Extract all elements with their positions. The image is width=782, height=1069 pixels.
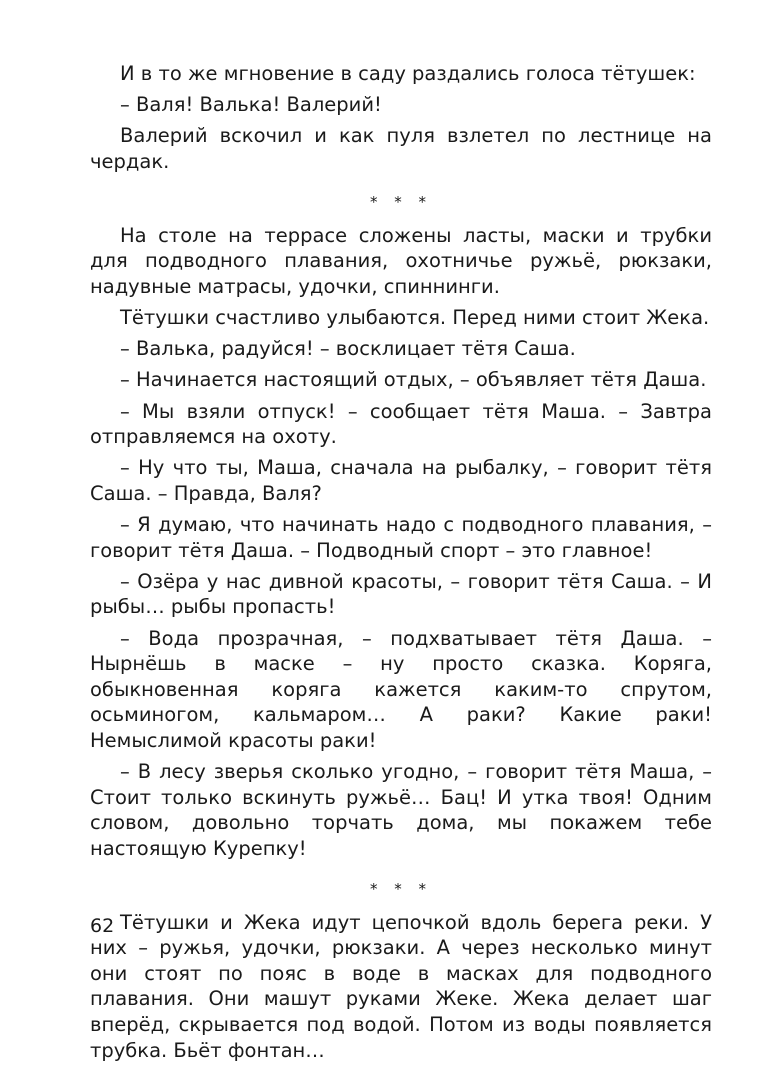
section-separator: * * * (369, 879, 433, 898)
paragraph: – Ну что ты, Маша, сначала на рыбалку, – говорит тётя Саша. – Правда, Валя? (90, 456, 712, 505)
paragraph: Тётушки счастливо улыбаются. Перед ними стоит Жека. (120, 305, 710, 329)
page-text (90, 61, 712, 1069)
page-number: 62 (90, 915, 115, 937)
paragraph: – Валя! Валька! Валерий! (120, 93, 382, 117)
paragraph: На столе на террасе сложены ласты, маски и трубки для подводного плавания, охотничье ружьё, рюкзаки, надувные матрасы, удочки, спиннинги. (90, 223, 712, 298)
paragraph: – В лесу зверья сколько угодно, – говорит тётя Маша, – Стоит только вскинуть ружьё… Бац! И утка твоя! Одним словом, довольно торчать дома, мы покажем тебе настоящую Курепку! (90, 760, 712, 860)
section-separator: * * * (369, 192, 433, 211)
paragraph: И в то же мгновение в саду раздались голоса тётушек: (120, 62, 696, 85)
paragraph: – Валька, радуйся! – восклицает тётя Саша. (120, 337, 576, 361)
paragraph: Тётушки и Жека идут цепочкой вдоль берега реки. У них – ружья, удочки, рюкзаки. А через несколько минут они стоят по пояс в воде в масках для подводного плавания. Они машут руками Жеке. Жека делает шаг вперёд, скрывается под водой. Потом из воды появляется трубка. Бьёт фонтан… (90, 910, 712, 1062)
paragraph: – Мы взяли отпуск! – сообщает тётя Маша. – Завтра отправляемся на охоту. (90, 399, 712, 449)
paragraph: Валерий вскочил и как пуля взлетел по лестнице на чердак. (90, 124, 712, 173)
paragraph: – Озёра у нас дивной красоты, – говорит тётя Саша. – И рыбы… рыбы пропасть! (90, 569, 712, 619)
paragraph: – Начинается настоящий отдых, – объявляет тётя Даша. (120, 368, 707, 392)
paragraph: – Я думаю, что начинать надо с подводного плавания, – говорит тётя Даша. – Подводный спорт – это главное! (90, 513, 712, 562)
paragraph: – Вода прозрачная, – подхватывает тётя Даша. – Нырнёшь в маске – ну просто сказка. Коряга, обыкновенная коряга кажется каким-то спрутом, осьминогом, кальмаром… А раки? Какие раки! Немыслимой красоты раки! (90, 626, 712, 752)
